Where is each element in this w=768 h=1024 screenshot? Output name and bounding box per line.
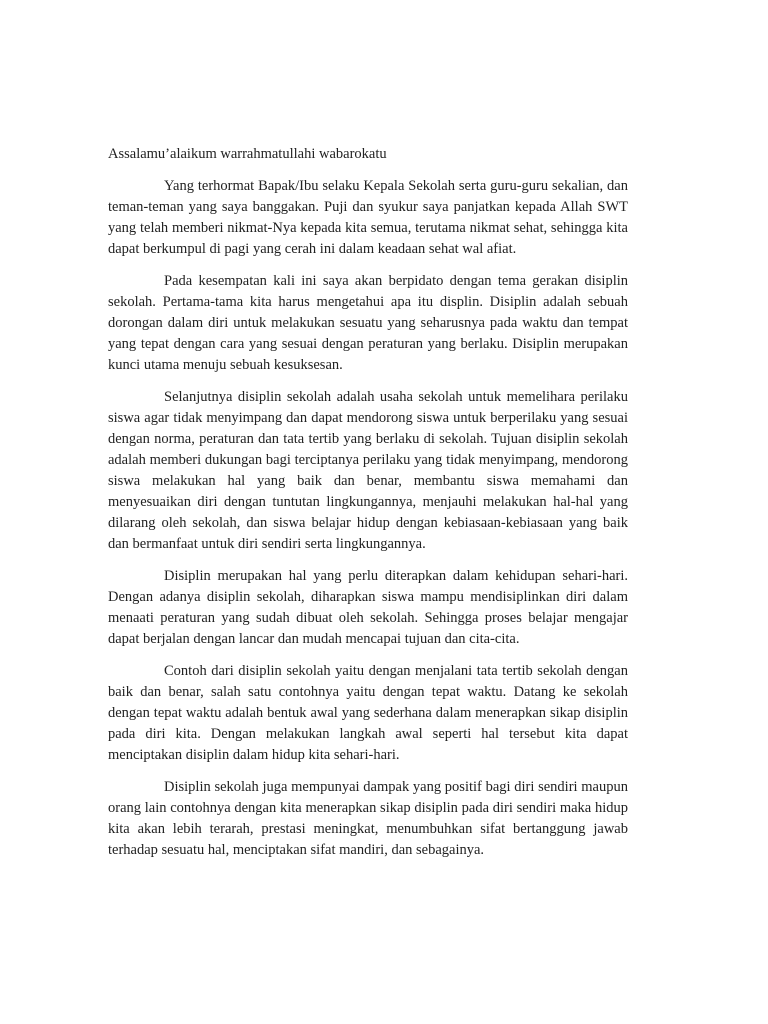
paragraph-school-discipline: Selanjutnya disiplin sekolah adalah usaha sekolah untuk memelihara perilaku siswa agar tidak menyimpang dan dapat mendorong siswa untuk berperilaku yang sesuai dengan norma, peraturan dan tata tertib yang berlaku di sekolah. Tujuan disiplin sekolah adalah memberi dukungan bagi terciptanya perilaku yang tidak menyimpang, mendorong siswa melakukan hal yang baik dan benar, membantu siswa memahami dan menyesuaikan diri dengan tuntutan lingkungannya, menjauhi melakukan hal-hal yang dilarang oleh sekolah, dan siswa belajar hidup dengan kebiasaan-kebiasaan yang baik dan bermanfaat untuk diri sendiri serta lingkungannya. xyxy=(108,389,628,552)
document-body xyxy=(108,144,628,872)
greeting-line: Assalamu’alaikum warrahmatullahi wabarokatu xyxy=(108,146,387,162)
paragraph-example: Contoh dari disiplin sekolah yaitu dengan menjalani tata tertib sekolah dengan baik dan benar, salah satu contohnya yaitu dengan tepat waktu. Datang ke sekolah dengan tepat waktu adalah bentuk awal yang sederhana dalam menerapkan sikap disiplin pada diri kita. Dengan melakukan langkah awal seperti hal tersebut kita dapat menciptakan disiplin dalam hidup kita sehari-hari. xyxy=(108,663,628,763)
paragraph-opening: Yang terhormat Bapak/Ibu selaku Kepala Sekolah serta guru-guru sekalian, dan teman-teman yang saya banggakan. Puji dan syukur saya panjatkan kepada Allah SWT yang telah memberi nikmat-Nya kepada kita semua, terutama nikmat sehat, sehingga kita dapat berkumpul di pagi yang cerah ini dalam keadaan sehat wal afiat. xyxy=(108,178,628,257)
paragraph-impact: Disiplin sekolah juga mempunyai dampak yang positif bagi diri sendiri maupun orang lain contohnya dengan kita menerapkan sikap disiplin pada diri sendiri maka hidup kita akan lebih terarah, prestasi meningkat, menumbuhkan sifat bertanggung jawab terhadap sesuatu hal, menciptakan sifat mandiri, dan sebagainya. xyxy=(108,779,628,858)
paragraph-theme: Pada kesempatan kali ini saya akan berpidato dengan tema gerakan disiplin sekolah. Pertama-tama kita harus mengetahui apa itu displin. Disiplin adalah sebuah dorongan dalam diri untuk melakukan sesuatu yang seharusnya pada waktu dan tempat yang tepat dengan cara yang sesuai dengan peraturan yang berlaku. Disiplin merupakan kunci utama menuju sebuah kesuksesan. xyxy=(108,273,628,373)
paragraph-daily-life: Disiplin merupakan hal yang perlu diterapkan dalam kehidupan sehari-hari. Dengan adanya disiplin sekolah, diharapkan siswa mampu mendisiplinkan diri dalam menaati peraturan yang sudah dibuat oleh sekolah. Sehingga proses belajar mengajar dapat berjalan dengan lancar dan mudah mencapai tujuan dan cita-cita. xyxy=(108,568,628,647)
